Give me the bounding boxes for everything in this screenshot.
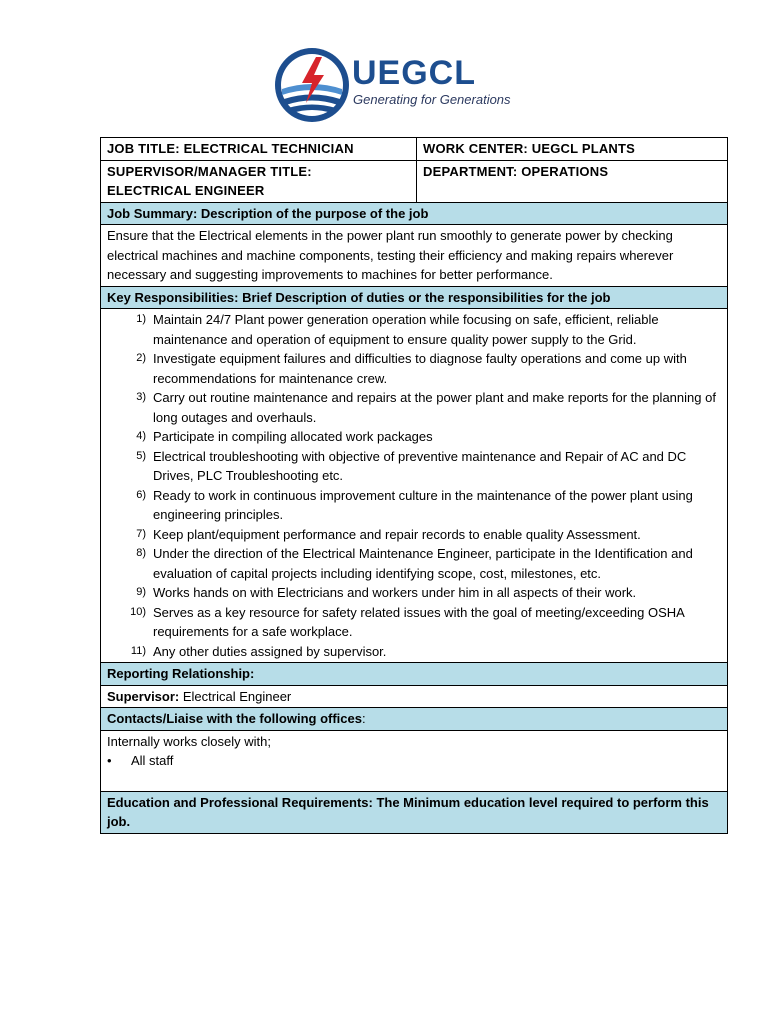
responsibility-text: Maintain 24/7 Plant power generation operation while focusing on safe, efficient, reliable maintenance and operation of equipment to ensure quality power supply to the Grid. — [153, 312, 659, 347]
responsibility-item — [107, 603, 721, 642]
responsibility-text: Serves as a key resource for safety related issues with the goal of meeting/exceeding OSHA requirements for a safe workplace. — [153, 604, 685, 639]
supervisor-title-line1: SUPERVISOR/MANAGER TITLE: — [107, 163, 312, 179]
logo-name: UEGCL — [352, 54, 476, 92]
responsibility-item — [107, 486, 721, 525]
job-summary-text: Ensure that the Electrical elements in the power plant run smoothly to generate power by checking electrical machines and machine components, testing their efficiency and making repairs wherever necessary and suggesting improvements to machines for better performance. — [101, 225, 728, 287]
key-responsibilities-heading: Key Responsibilities: Brief Description of duties or the responsibilities for the job — [101, 286, 728, 309]
job-summary-heading: Job Summary: Description of the purpose of the job — [101, 202, 728, 225]
responsibility-number: 9) — [136, 586, 146, 598]
supervisor-value: Electrical Engineer — [179, 688, 292, 704]
bullet-icon: • — [107, 753, 112, 768]
header-row-2 — [101, 160, 728, 202]
responsibility-text: Keep plant/equipment performance and repair records to enable quality Assessment. — [153, 526, 641, 542]
supervisor-label: Supervisor: — [107, 688, 180, 704]
responsibility-number: 8) — [136, 547, 146, 559]
education-heading — [101, 791, 728, 833]
contacts-cell — [101, 730, 728, 791]
responsibility-item — [107, 525, 721, 545]
work-center-cell: WORK CENTER: UEGCL PLANTS — [417, 138, 728, 161]
responsibility-item — [107, 427, 721, 447]
job-title-cell: JOB TITLE: ELECTRICAL TECHNICIAN — [101, 138, 417, 161]
responsibility-number: 4) — [136, 430, 146, 442]
education-heading-label: Education and Professional Requirements — [107, 794, 369, 810]
supervisor-title-line2: ELECTRICAL ENGINEER — [107, 183, 265, 198]
responsibility-number: 5) — [136, 449, 146, 462]
education-heading-rest: : The Minimum education level required to perform this job. — [107, 794, 709, 829]
contact-bullet-item — [107, 751, 721, 771]
responsibility-item — [107, 583, 721, 603]
responsibility-item — [107, 447, 721, 486]
uegcl-emblem-icon — [272, 45, 352, 125]
responsibility-text: Investigate equipment failures and difficulties to diagnose faulty operations and come up with recommendations for maintenance crew. — [153, 351, 687, 386]
responsibility-text: Participate in compiling allocated work packages — [153, 429, 433, 444]
department-cell: DEPARTMENT: OPERATIONS — [417, 160, 728, 202]
responsibilities-list — [107, 310, 721, 661]
responsibility-item — [107, 642, 721, 662]
responsibility-number: 11) — [130, 644, 146, 657]
logo-tagline: Generating for Generations — [353, 92, 511, 107]
responsibility-text: Works hands on with Electricians and workers under him in all aspects of their work. — [153, 585, 637, 600]
contacts-heading — [101, 708, 728, 731]
responsibility-text: Any other duties assigned by supervisor. — [153, 643, 387, 659]
responsibility-number: 3) — [136, 391, 146, 403]
responsibility-item — [107, 310, 721, 349]
responsibility-text: Carry out routine maintenance and repairs at the power plant and make reports for the planning of long outages and overhauls. — [153, 390, 716, 425]
contacts-heading-text: Contacts/Liaise with the following offices — [107, 711, 362, 726]
responsibility-number: 10) — [130, 605, 146, 618]
contacts-bullet-list — [107, 751, 721, 771]
responsibility-item — [107, 349, 721, 388]
job-description-table — [100, 137, 728, 834]
reporting-heading: Reporting Relationship: — [101, 663, 728, 686]
responsibility-text: Under the direction of the Electrical Maintenance Engineer, participate in the Identification and evaluation of capital projects including identifying scope, cost, milestones, etc. — [153, 546, 693, 581]
key-responsibilities-cell — [101, 309, 728, 663]
contact-bullet-text: All staff — [131, 753, 174, 768]
responsibility-item — [107, 388, 721, 427]
supervisor-title-cell — [101, 160, 417, 202]
reporting-cell — [101, 685, 728, 708]
contacts-heading-suffix: : — [361, 711, 366, 726]
contacts-intro: Internally works closely with; — [107, 733, 271, 749]
responsibility-number: 2) — [136, 352, 146, 364]
responsibility-number: 7) — [136, 527, 146, 540]
header-row-1 — [101, 138, 728, 161]
responsibility-text: Electrical troubleshooting with objective of preventive maintenance and Repair of AC and DC Drives, PLC Troubleshooting etc. — [153, 448, 687, 483]
responsibility-number: 6) — [136, 488, 146, 501]
responsibility-text: Ready to work in continuous improvement culture in the maintenance of the power plant using engineering principles. — [153, 487, 693, 522]
responsibility-number: 1) — [136, 313, 146, 325]
company-logo — [272, 45, 512, 125]
responsibility-item — [107, 544, 721, 583]
